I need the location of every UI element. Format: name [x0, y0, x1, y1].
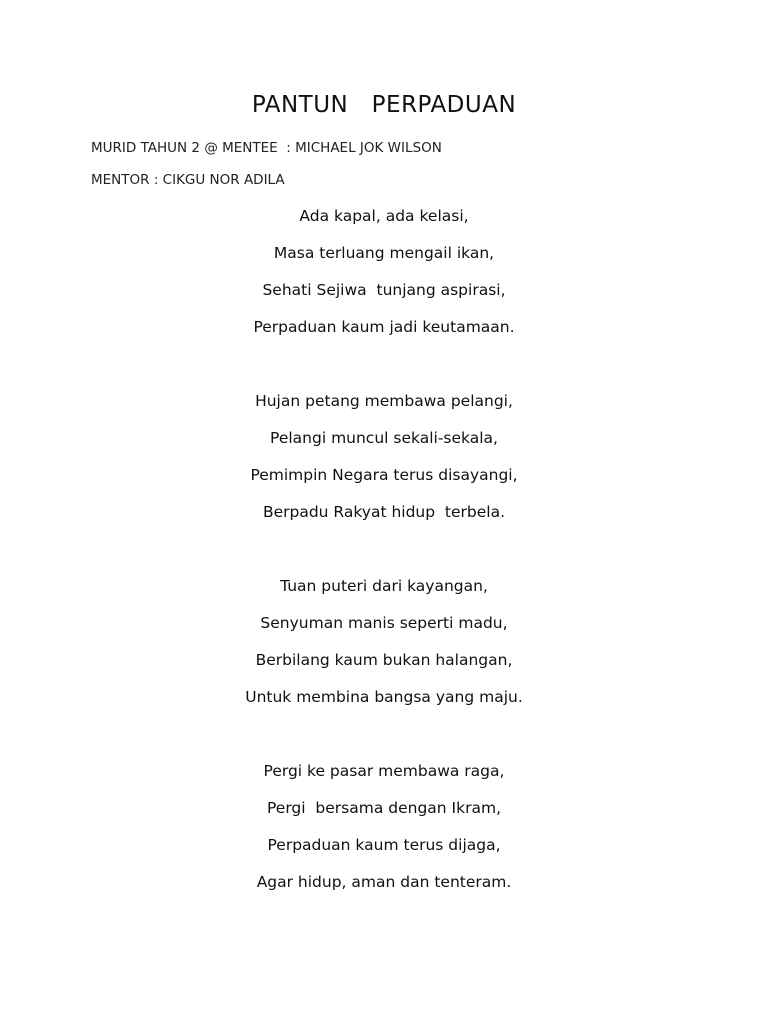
- mentee-line: MURID TAHUN 2 @ MENTEE : MICHAEL JOK WILSON: [91, 140, 442, 156]
- poem-line: Ada kapal, ada kelasi,: [299, 207, 469, 225]
- poem-line: Untuk membina bangsa yang maju.: [245, 688, 523, 706]
- poem-line: Masa terluang mengail ikan,: [273, 244, 495, 262]
- stanza-2: [0, 386, 768, 534]
- poem-line: Perpaduan kaum jadi keutamaan.: [253, 318, 515, 336]
- poem-line: Berbilang kaum bukan halangan,: [255, 651, 513, 669]
- page-title: PANTUN PERPADUAN: [251, 92, 517, 118]
- poem-line: Berpadu Rakyat hidup terbela.: [262, 503, 506, 521]
- poem-line: Sehati Sejiwa tunjang aspirasi,: [262, 281, 506, 299]
- poem-line: Pemimpin Negara terus disayangi,: [250, 466, 518, 484]
- poem: [0, 201, 768, 941]
- poem-line: Hujan petang membawa pelangi,: [255, 392, 513, 410]
- stanza-1: [0, 201, 768, 349]
- poem-line: Agar hidup, aman dan tenteram.: [256, 873, 512, 891]
- mentor-line: MENTOR : CIKGU NOR ADILA: [91, 172, 285, 188]
- poem-line: Pelangi muncul sekali-sekala,: [270, 429, 498, 447]
- poem-line: Pergi ke pasar membawa raga,: [263, 762, 505, 780]
- poem-line: Perpaduan kaum terus dijaga,: [267, 836, 501, 854]
- stanza-3: [0, 571, 768, 719]
- poem-line: Pergi bersama dengan Ikram,: [266, 799, 501, 817]
- poem-line: Tuan puteri dari kayangan,: [280, 577, 488, 595]
- poem-line: Senyuman manis seperti madu,: [260, 614, 508, 632]
- stanza-4: [0, 756, 768, 904]
